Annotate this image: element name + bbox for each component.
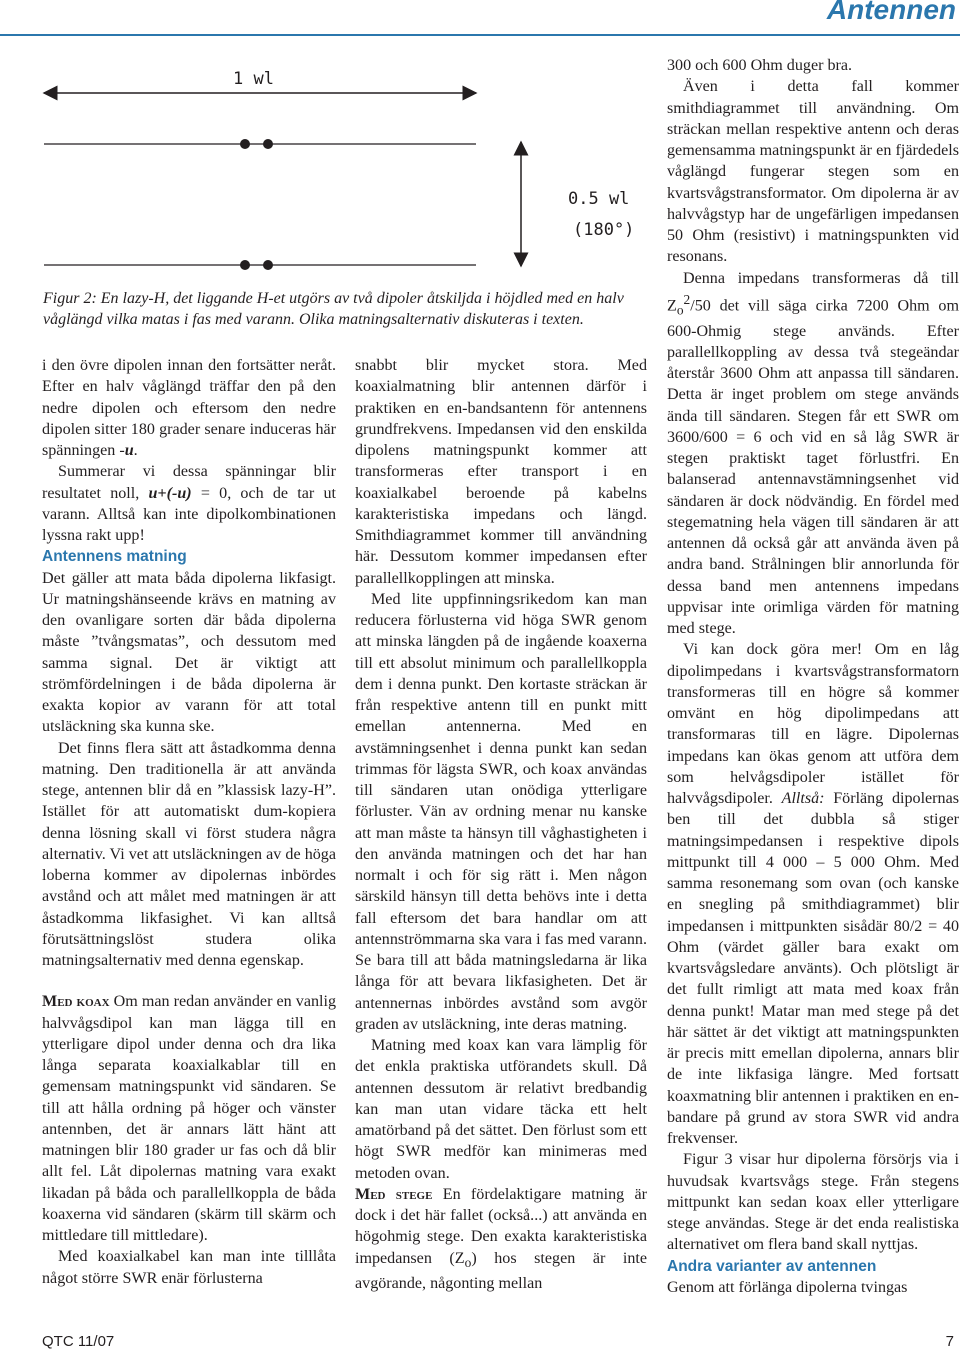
paragraph: Denna impedans transformeras då till $Z_o^2/50$ det vill säga cirka 7200 Ohm om 600-Ohmig stege används. Efter parallellkoppling av dessa två stegeändar återstår 3600 Ohm att anpassa till sändaren. Detta är inget problem om stege används ända till sändaren. Stegen får ett SWR om 3600/600 = 6 och vid en så låg SWR är stegen praktiskt taget förlustfri. En balanserad antennavstämningsenhet vid sändaren är dock nödvändig. En fördel med stegematning hela vägen till sändaren är att antennen då också går att använda även på andra band. Strålningen blir annorlunda för dessa band men antennens impedans uppvisar inte orimliga värden för matning med stege. [667,269,959,638]
footer-issue: QTC 11/07 [42,1333,115,1350]
column-3 [667,55,959,1298]
paragraph: Figur 3 visar hur dipolerna försörjs via i huvudsak kvartsvågs stege. Från stegens mittpunkt kan sedan koax eller ytterligare stege användas. Stege är det enda realistiska alternativet om flera band skall nyttjas. [667,1151,959,1254]
paragraph: Med lite uppfinningsrikedom kan man reducera förlusterna vid höga SWR genom att minska längden på de ingående koaxerna till ett absolut minimum och parallellkoppla dem i denna punkt. Den kortaste sträckan är från respektive antenn till en punkt mitt emellan antennerna. Med en avstämningsenhet i denna punkt kan sedan trimmas för lägsta SWR, och koax användas till sändaren utan onödiga ytterligare förluster. Vän av ordning menar nu kanske att man måste ta hänsyn till våghastigheten i den använda matningen och det har han normalt i och för sig rätt i. Men någon särskild hänsyn till detta behövs inte i detta fall eftersom det bara handlar om att antennströmmarna ska vara i fas med varann. Se bara till att båda matningsledarna är lika långa för att bevara likfasigheten. Det är antennernas inbördes avstånd som avgör graden av utsläckning, inte deras matning. [355,590,647,1033]
paragraph: snabbt blir mycket stora. Med koaxialmatning blir antennen därför i praktiken en en-bandsantenn för antennens grundfrekvens. Impedansen vid den enskilda dipolens matningspunkt kommer att transformeras efter transport i en koaxialkabel beroende på kabelns karakteristiska impedans och längd. Smithdiagrammet kommer till användning här. Dessutom kommer impedansen efter parallellkopplingen att minska. [355,357,647,587]
paragraph: Vi kan dock göra mer! Om en låg dipolimpedans i kvartsvågstransformatorn transformeras till en högre så kommer omvänt en hög dipolimpedans att transformaras till en lägre. Dipolernas impedans kan ökas genom att utföra dem som helvågsdipoler istället för halvvågsdipoler. Alltså: Förläng dipolernas ben till det dubbla så stiger matningsimpedansen i respektive dipols mittpunkt till 4 000 – 5 000 Ohm. Med samma resonemang som ovan (och kanske en snegling på smithdiagrammet) blir impedansen i mittpunkten sisådär 80/2 = 40 Ohm (värdet gäller bara exakt om kvartsvågsledare använts). Och plötsligt är det fullt rimligt att mata med koax från denna punkt! Matar man med stege på det här sättet är det viktigt att matningspunkten är precis mitt emellan dipolerna, annars blir de inte likfasiga längre. Med fortsatt koaxmatning blir antennen i praktiken en en-bandare på grund av stora SWR vid andra frekvenser. [667,641,959,1148]
paragraph: Det finns flera sätt att åstadkomma denna matning. Den traditionella är att använda stege, antennen blir då en ”klassisk lazy-H”. Istället för att automatiskt dum-kopiera denna lösning skall vi först studera några alternativ. Vi vet att utsläckningen av de höga loberna kommer av dipolernas inbördes avstånd och att målet med matningen är att åstadkomma likfasighet. Vi kan alltså förutsättningslöst studera olika matningsalternativ med denna egenskap. [42,739,336,969]
section-title: Antennen [826,0,956,25]
paragraph: Summerar vi dessa spänningar blir resultatet noll, u+(-u) = 0, och de tar ut varann. Alltså kan inte dipolkombinationen lyssna rakt upp! [42,463,336,544]
paragraph: Även i detta fall kommer smithdiagrammet till användning. Om sträckan mellan respektive antenn och deras gemensamma matningspunkt är en fjärdedels våglängd fungerar stegen som en kvartsvågstransformator. Om dipolerna är av halvvågstyp har de ungefärligen impedansen 50 Ohm (resistivt) i matningspunkten vid resonans. [667,78,959,266]
paragraph: Det gäller att mata båda dipolerna likfasigt. Ur matningshänseende krävs en matning av den ovanligare sorten där båda dipolerna måste ”tvångsmatas”, och dessutom med samma signal. Det är viktigt att strömfördelningen i de båda dipolerna är exakta kopior av varann för att total utsläckning ska kunna ske. [42,569,336,736]
figure-caption: Figur 2: En lazy-H, det liggande H-et utgörs av två dipoler åtskiljda i höjdled med en halv våglängd vilka matas i fas med varann. Olika matningsalternativ diskuteras i texten. [43,290,624,328]
lower-dipole-feed-left [240,260,250,270]
header-rule [0,34,960,36]
column-1 [42,355,336,1289]
page-header [0,0,960,40]
lower-dipole-feed-right [263,260,273,270]
lazy-h-figure [40,44,650,288]
upper-dipole-feed-left [240,139,250,149]
label-05wl: 0.5 wl [568,189,630,209]
label-phase: (180°) [573,220,635,240]
paragraph: Med koax Om man redan använder en vanlig halvvågsdipol kan man lägga till en ytterligare dipol under denna och dra lika långa separata koaxialkablar till en gemensam matningspunkt vid sändaren. Se till att hålla ordning på höger och vänster antennben, det är annars lätt hänt att matningen blir 180 grader ur fas och då blir allt fel. Låt dipolernas matning vara exakt likadan på båda och parallellkoppla de båda koaxerna vid sändaren (skärm till skärm och mittledare till mittledare). [42,993,337,1244]
upper-dipole-feed-right [263,139,273,149]
lazy-h-diagram [40,44,650,288]
paragraph: Med koaxialkabel kan man inte tilllåta något större SWR enär förlusterna [42,1248,336,1287]
page-number: 7 [945,1333,954,1350]
paragraph: Matning med koax kan vara lämplig för det enkla praktiska utförandets skull. Då antennen dessutom är relativt bredbandig kan man utan vidare täcka ett helt amatörband på det sättet. Den förlust som ett högt SWR medför kan minimeras med metoden ovan. [355,1037,647,1182]
label-1wl: 1 wl [233,69,274,89]
paragraph: Med stege En fördelaktigare matning är dock i det här fallet (också...) att använda en högohmig stege. Den exakta karakteristiska impedansen $(Z_o)$ hos stegen är inte avgörande, någonting mellan [355,1185,648,1292]
column-2 [355,355,647,1294]
section-heading: Andra varianter av antennen [667,1257,877,1275]
section-heading: Antennens matning [42,548,187,566]
paragraph: i den övre dipolen innan den fortsätter neråt. Efter en halv våglängd träffar den på den nedre dipolen och eftersom den nedre dipolen sitter 180 grader senare induceras här spänningen -u. [42,357,336,459]
paragraph: Genom att förlänga dipolerna tvingas [667,1278,908,1296]
paragraph: 300 och 600 Ohm duger bra. [667,57,853,74]
